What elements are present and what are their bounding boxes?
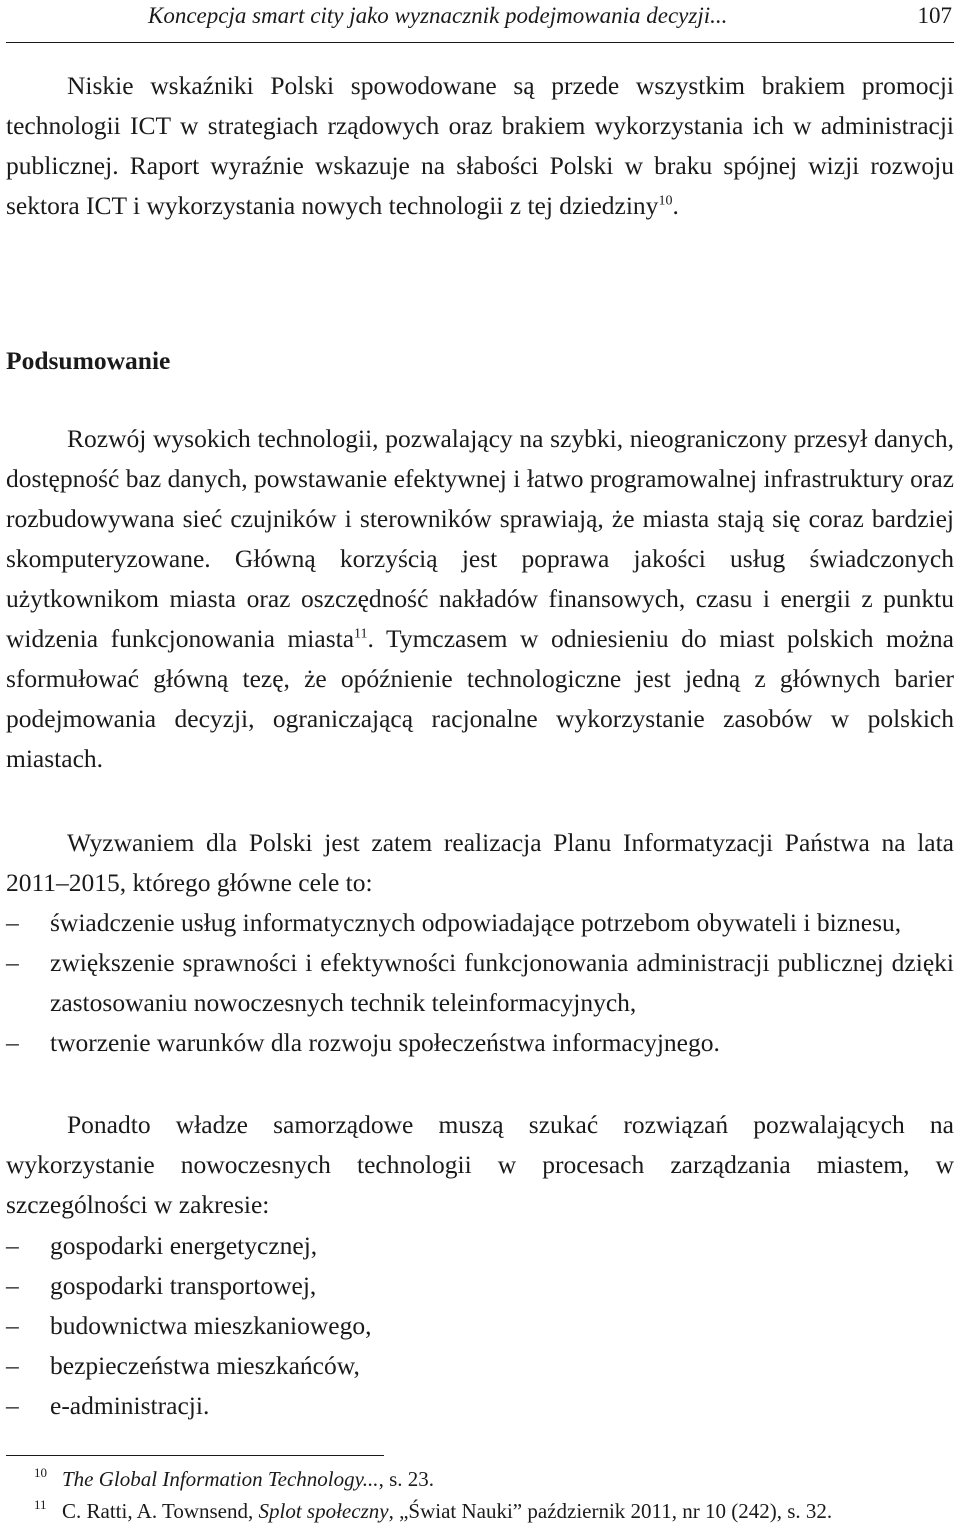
footnote-title: Splot społeczny xyxy=(258,1499,389,1523)
summary-paragraph-1 xyxy=(6,419,954,779)
list-item-text: budownictwa mieszkaniowego, xyxy=(50,1311,372,1340)
list-item-text: gospodarki transportowej, xyxy=(50,1271,317,1300)
list-item-text: e-administracji. xyxy=(50,1391,210,1420)
list-item xyxy=(6,1226,954,1266)
summary-paragraph-2: Wyzwaniem dla Polski jest zatem realizacja Planu Informatyzacji Państwa na lata 2011–2015, którego główne cele to: xyxy=(6,828,954,897)
list-item xyxy=(6,1023,954,1063)
list-item-text: bezpieczeństwa mieszkańców, xyxy=(50,1351,360,1380)
list-item-text: zwiększenie sprawności i efektywności funkcjonowania administracji publicznej dzięki zastosowaniu nowoczesnych technik teleinformacyjnych, xyxy=(50,948,954,1017)
footnote-number: 10 xyxy=(34,1465,47,1480)
summary-text-b: . Tymczasem w odniesieniu do miast polskich można sformułować główną tezę, że opóźnienie technologiczne jest jedną z głównych barier podejmowania decyzji, ograniczającą racjonalne wykorzystanie zasobów w polskich miastach. xyxy=(6,624,954,773)
footnote-title: The Global Information Technology... xyxy=(62,1467,379,1491)
list-item xyxy=(6,1386,954,1426)
footnote-rest: , s. 23. xyxy=(378,1467,434,1491)
running-title: Koncepcja smart city jako wyznacznik podejmowania decyzji... xyxy=(148,3,728,28)
dash-bullet: – xyxy=(6,1391,19,1420)
footnote-number: 11 xyxy=(34,1497,47,1512)
footnote-text xyxy=(62,1465,434,1493)
footnote-rest: , „Świat Nauki” październik 2011, nr 10 (242), s. 32. xyxy=(388,1499,833,1523)
dash-bullet: – xyxy=(6,1231,19,1260)
list-item-text: gospodarki energetycznej, xyxy=(50,1231,318,1260)
intro-paragraph xyxy=(6,66,954,226)
footnote-divider xyxy=(6,1455,384,1456)
dash-bullet: – xyxy=(6,1271,19,1300)
footnote-authors: C. Ratti, A. Townsend, xyxy=(62,1499,259,1523)
list-item xyxy=(6,943,954,1023)
section-heading: Podsumowanie xyxy=(6,346,171,375)
dash-bullet: – xyxy=(6,948,19,977)
intro-end: . xyxy=(672,191,679,220)
page-number: 107 xyxy=(917,3,952,28)
dash-bullet: – xyxy=(6,1028,19,1057)
dash-bullet: – xyxy=(6,1311,19,1340)
dash-bullet: – xyxy=(6,1351,19,1380)
list-item xyxy=(6,1266,954,1306)
footnote-ref-11[interactable]: 11 xyxy=(354,626,368,642)
summary-text-a: Rozwój wysokich technologii, pozwalający na szybki, nieograniczony przesył danych, dostępność baz danych, powstawanie efektywnej i łatwo programowalnej infrastruktury oraz rozbudowywana sieć czujników i sterowników sprawiają, że miasta stają się coraz bardziej skomputeryzowane. Główną korzyścią jest poprawa jakości usług świadczonych użytkownikom miasta oraz oszczędność nakładów finansowych, czasu i energii z punktu widzenia funkcjonowania miasta xyxy=(6,424,954,653)
list-item-text: świadczenie usług informatycznych odpowiadające potrzebom obywateli i biznesu, xyxy=(50,908,902,937)
list-item xyxy=(6,1306,954,1346)
intro-text: Niskie wskaźniki Polski spowodowane są przede wszystkim brakiem promocji technologii ICT w strategiach rządowych oraz brakiem wykorzystania ich w administracji publicznej. Raport wyraźnie wskazuje na słabości Polski w braku spójnej wizji rozwoju sektora ICT i wykorzystania nowych technologii z tej dziedziny xyxy=(6,71,954,220)
footnote-ref-10[interactable]: 10 xyxy=(658,193,673,209)
list-item-text: tworzenie warunków dla rozwoju społeczeństwa informacyjnego. xyxy=(50,1028,720,1057)
goals-list xyxy=(6,903,954,1063)
summary-paragraph-3: Ponadto władze samorządowe muszą szukać rozwiązań pozwalających na wykorzystanie nowoczesnych technologii w procesach zarządzania miastem, w szczególności w zakresie: xyxy=(6,1110,954,1219)
list-item xyxy=(6,903,954,943)
list-item xyxy=(6,1346,954,1386)
dash-bullet: – xyxy=(6,908,19,937)
footnote-text xyxy=(62,1497,832,1525)
running-header xyxy=(6,0,954,43)
areas-list xyxy=(6,1226,954,1426)
